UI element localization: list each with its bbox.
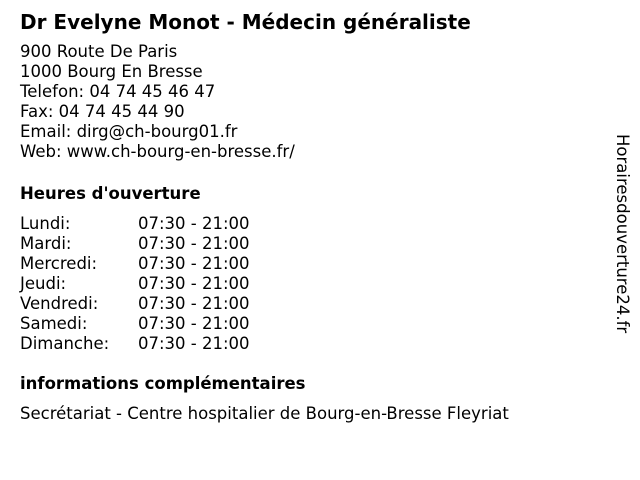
day-label: Lundi:	[20, 214, 71, 233]
site-watermark: Horairesdouverture24.fr	[613, 134, 632, 334]
contact-block	[20, 42, 295, 162]
opening-hours-heading: Heures d'ouverture	[20, 184, 201, 203]
time-range: 07:30 - 21:00	[138, 334, 250, 353]
email-address: Email: dirg@ch-bourg01.fr	[20, 122, 238, 141]
fax-number: Fax: 04 74 45 44 90	[20, 102, 185, 121]
additional-info-text: Secrétariat - Centre hospitalier de Bourg-en-Bresse Fleyriat	[20, 404, 509, 423]
day-label: Samedi:	[20, 314, 88, 333]
day-label: Dimanche:	[20, 334, 110, 353]
hours-row-wednesday	[20, 254, 250, 274]
day-label: Vendredi:	[20, 294, 99, 313]
day-label: Mercredi:	[20, 254, 98, 273]
time-range: 07:30 - 21:00	[138, 254, 250, 273]
day-label: Jeudi:	[20, 274, 67, 293]
page-title: Dr Evelyne Monot - Médecin généraliste	[20, 10, 471, 34]
hours-row-thursday	[20, 274, 250, 294]
time-range: 07:30 - 21:00	[138, 294, 250, 313]
time-range: 07:30 - 21:00	[138, 214, 250, 233]
time-range: 07:30 - 21:00	[138, 234, 250, 253]
day-label: Mardi:	[20, 234, 72, 253]
additional-info-heading: informations complémentaires	[20, 374, 306, 393]
opening-hours-table	[20, 214, 250, 354]
hours-row-tuesday	[20, 234, 250, 254]
hours-row-friday	[20, 294, 250, 314]
address-street: 900 Route De Paris	[20, 42, 178, 61]
address-city: 1000 Bourg En Bresse	[20, 62, 203, 81]
time-range: 07:30 - 21:00	[138, 314, 250, 333]
hours-row-saturday	[20, 314, 250, 334]
website: Web: www.ch-bourg-en-bresse.fr/	[20, 142, 295, 161]
hours-row-sunday	[20, 334, 250, 354]
hours-row-monday	[20, 214, 250, 234]
phone-number: Telefon: 04 74 45 46 47	[20, 82, 216, 101]
time-range: 07:30 - 21:00	[138, 274, 250, 293]
